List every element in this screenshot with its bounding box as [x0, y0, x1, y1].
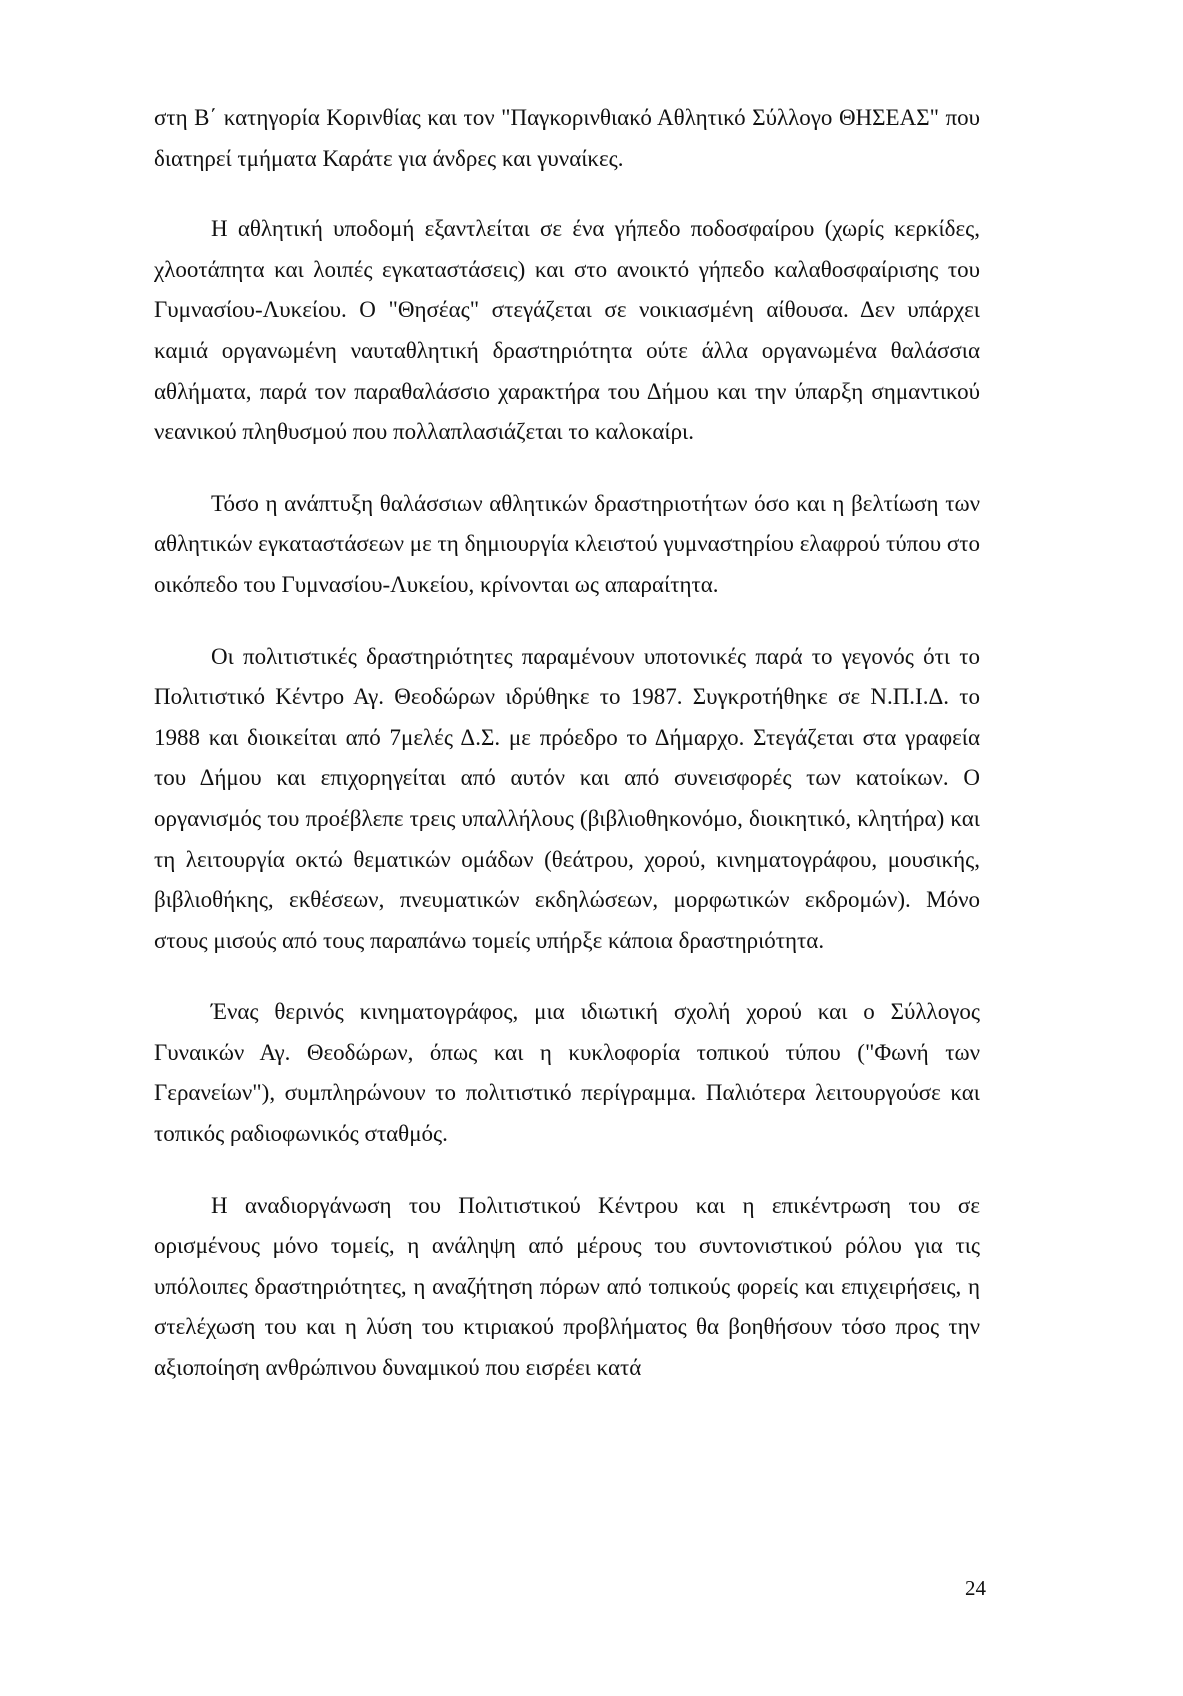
- paragraph-spacer: [154, 606, 980, 637]
- paragraph-continuation: στη Β΄ κατηγορία Κορινθίας και τον "Παγκορινθιακό Αθλητικό Σύλλογο ΘΗΣΕΑΣ" που διατηρεί τμήματα Καράτε για άνδρες και γυναίκες.: [154, 105, 980, 171]
- paragraph-cultural-venues: Ένας θερινός κινηματογράφος, μια ιδιωτική σχολή χορού και ο Σύλλογος Γυναικών Αγ. Θεοδώρων, όπως και η κυκλοφορία τοπικού τύπου ("Φωνή των Γερανείων"), συμπληρώνουν το πολιτιστικό περίγραμμα. Παλιότερα λειτουργούσε και τοπικός ραδιοφωνικός σταθμός.: [154, 999, 980, 1147]
- page-number: 24: [965, 1576, 986, 1600]
- paragraph-spacer: [154, 961, 980, 992]
- paragraph-spacer: [154, 1155, 980, 1186]
- paragraph-sports-infrastructure: Η αθλητική υποδομή εξαντλείται σε ένα γήπεδο ποδοσφαίρου (χωρίς κερκίδες, χλοοτάπητα και λοιπές εγκαταστάσεις) και στο ανοικτό γήπεδο καλαθοσφαίρισης του Γυμνασίου-Λυκείου. Ο "Θησέας" στεγάζεται σε νοικιασμένη αίθουσα. Δεν υπάρχει καμιά οργανωμένη ναυταθλητική δραστηριότητα ούτε άλλα οργανωμένα θαλάσσια αθλήματα, παρά τον παραθαλάσσιο χαρακτήρα του Δήμου και την ύπαρξη σημαντικού νεανικού πληθυσμού που πολλαπλασιάζεται το καλοκαίρι.: [154, 216, 980, 445]
- paragraph-cultural-activities: Οι πολιτιστικές δραστηριότητες παραμένουν υποτονικές παρά το γεγονός ότι το Πολιτιστικό Κέντρο Αγ. Θεοδώρων ιδρύθηκε το 1987. Συγκροτήθηκε σε Ν.Π.Ι.Δ. το 1988 και διοικείται από 7μελές Δ.Σ. με πρόεδρο το Δήμαρχο. Στεγάζεται στα γραφεία του Δήμου και επιχορηγείται από αυτόν και από συνεισφορές των κατοίκων. Ο οργανισμός του προέβλεπε τρεις υπαλλήλους (βιβλιοθηκονόμο, διοικητικό, κλητήρα) και τη λειτουργία οκτώ θεματικών ομάδων (θεάτρου, χορού, κινηματογράφου, μουσικής, βιβλιοθήκης, εκθέσεων, πνευματικών εκδηλώσεων, μορφωτικών εκδρομών). Μόνο στους μισούς από τους παραπάνω τομείς υπήρξε κάποια δραστηριότητα.: [154, 643, 980, 953]
- paragraph-reorganization: Η αναδιοργάνωση του Πολιτιστικού Κέντρου και η επικέντρωση του σε ορισμένους μόνο τομείς, η ανάληψη από μέρους του συντονιστικού ρόλου για τις υπόλοιπες δραστηριότητες, η αναζήτηση πόρων από τοπικούς φορείς και επιχειρήσεις, η στελέχωση του και η λύση του κτιριακού προβλήματος θα βοηθήσουν τόσο προς την αξιοποίηση ανθρώπινου δυναμικού που εισρέει κατά: [154, 1192, 980, 1381]
- paragraph-sports-development: Τόσο η ανάπτυξη θαλάσσιων αθλητικών δραστηριοτήτων όσο και η βελτίωση των αθλητικών εγκαταστάσεων με τη δημιουργία κλειστού γυμναστηρίου ελαφρού τύπου στο οικόπεδο του Γυμνασίου-Λυκείου, κρίνονται ως απαραίτητα.: [154, 490, 980, 597]
- paragraph-spacer: [154, 179, 980, 209]
- document-body: [154, 98, 980, 1389]
- paragraph-spacer: [154, 453, 980, 484]
